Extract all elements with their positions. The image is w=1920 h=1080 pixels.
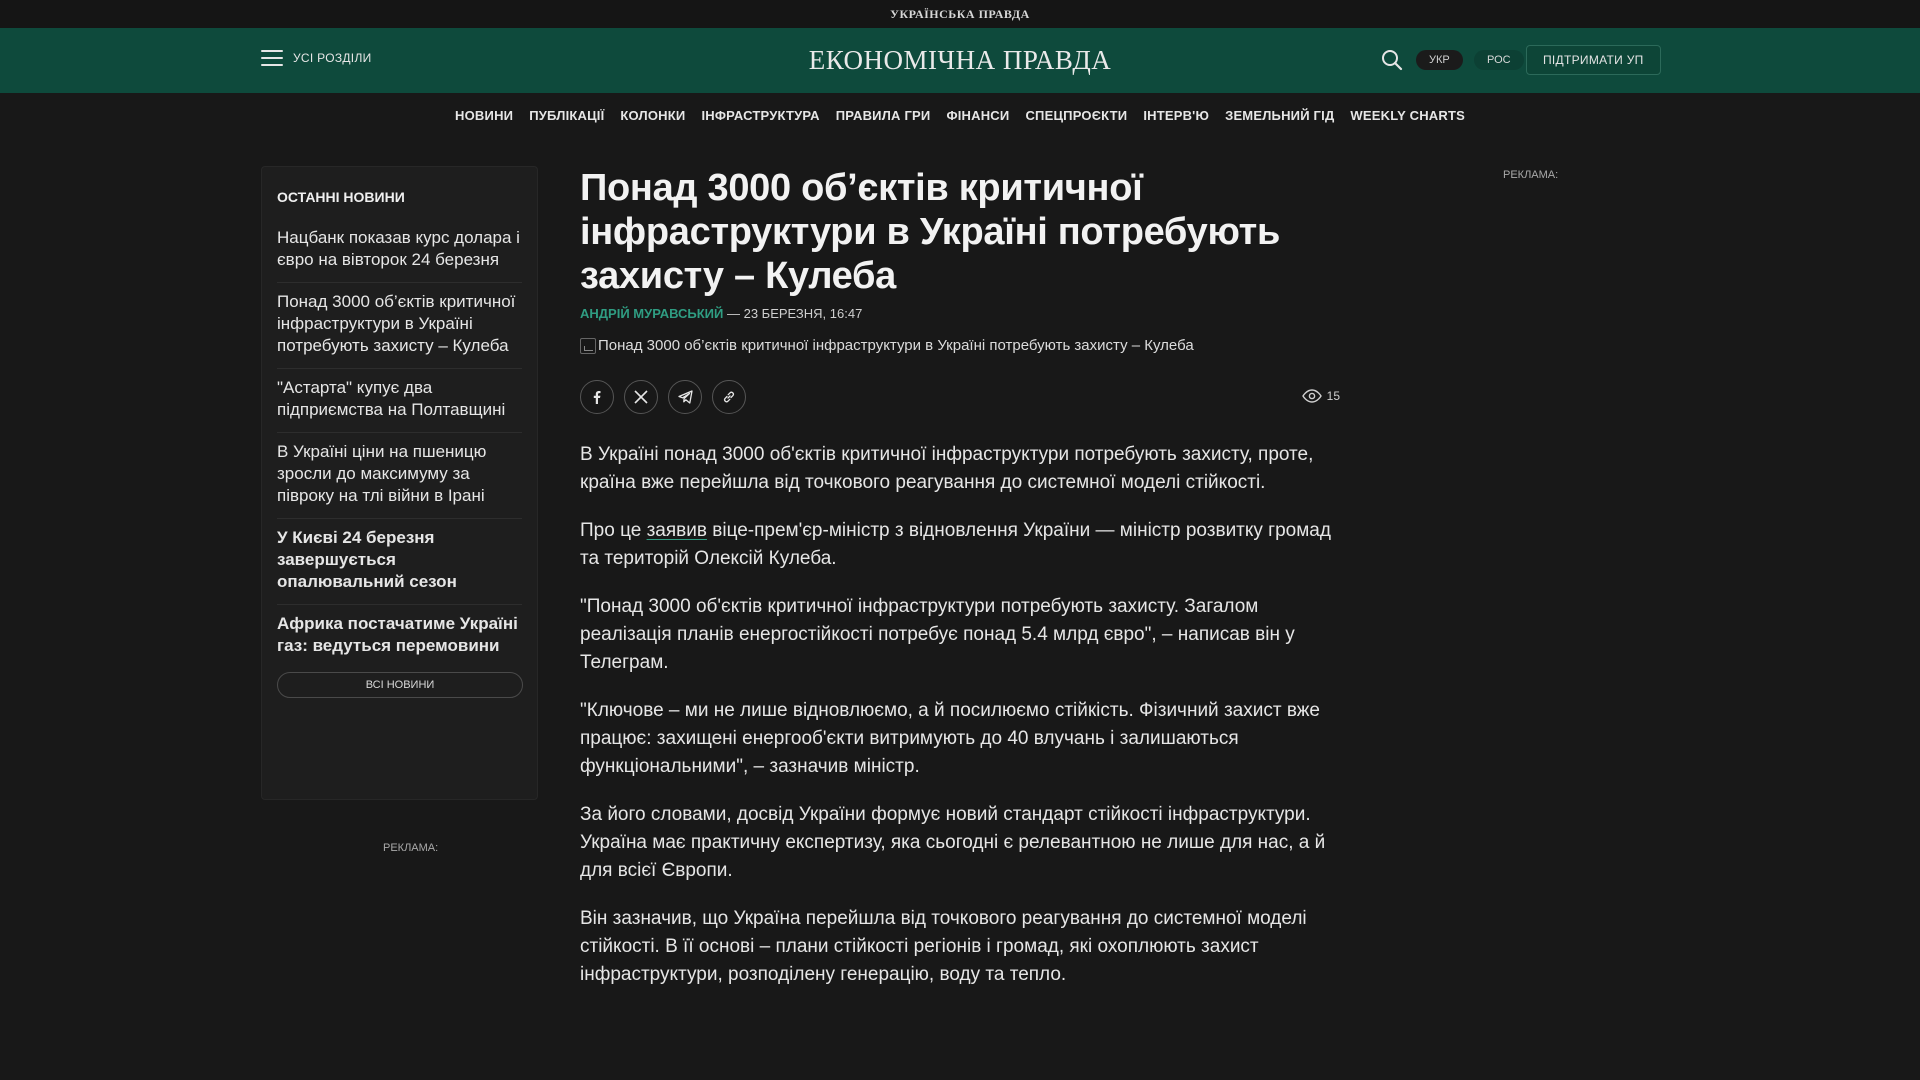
nav-publications[interactable]: ПУБЛІКАЦІЇ xyxy=(529,107,605,123)
view-count xyxy=(1302,389,1340,403)
lang-ukr-button[interactable]: УКР xyxy=(1416,50,1463,70)
hamburger-icon xyxy=(261,50,283,66)
nav-special-projects[interactable]: СПЕЦПРОЄКТИ xyxy=(1025,107,1128,123)
article-byline xyxy=(580,306,1340,321)
latest-news-heading: ОСТАННІ НОВИНИ xyxy=(277,189,405,205)
news-item[interactable]: "Астарта" купує два підприємства на Полтавщині xyxy=(277,369,522,433)
nav-weekly-charts[interactable]: WEEKLY CHARTS xyxy=(1350,107,1465,123)
eye-icon xyxy=(1302,389,1322,403)
share-row xyxy=(580,380,1340,414)
copy-link-icon[interactable] xyxy=(712,380,746,414)
main-nav xyxy=(0,93,1920,137)
facebook-share-icon[interactable] xyxy=(580,380,614,414)
latest-news-sidebar xyxy=(261,166,538,800)
news-item[interactable]: Африка постачатиме Україні газ: ведуться перемовини xyxy=(277,614,518,655)
article-title: Понад 3000 об’єктів критичної інфраструктури в Україні потребують захисту – Кулеба xyxy=(580,167,1281,297)
telegram-share-icon[interactable] xyxy=(668,380,702,414)
nav-finance[interactable]: ФІНАНСИ xyxy=(946,107,1010,123)
menu-label: УСІ РОЗДІЛИ xyxy=(293,51,372,65)
news-item[interactable]: Нацбанк показав курс долара і євро на вівторок 24 березня xyxy=(277,219,522,283)
top-brand-bar xyxy=(0,0,1920,28)
x-share-icon[interactable] xyxy=(624,380,658,414)
search-icon[interactable] xyxy=(1380,48,1404,72)
site-header xyxy=(0,28,1920,93)
author-link[interactable]: АНДРІЙ МУРАВСЬКИЙ xyxy=(580,306,724,321)
lang-ros-button[interactable]: РОС xyxy=(1474,50,1524,70)
hero-image xyxy=(580,337,1340,354)
all-news-button[interactable]: ВСІ НОВИНИ xyxy=(277,672,523,698)
site-logo[interactable]: ЕКОНОМІЧНА ПРАВДА xyxy=(808,45,1112,75)
up-brand-link[interactable]: УКРАЇНСЬКА ПРАВДА xyxy=(890,6,1030,21)
paragraph: "Понад 3000 об'єктів критичної інфраструктури потребують захисту. Загалом реалізація планів енергостійкості потребує понад 5.4 млрд євро", – написав він у Телеграм. xyxy=(580,596,1295,673)
paragraph: В Україні понад 3000 об'єктів критичної інфраструктури потребують захисту, проте, країна вже перейшла від точкового реагування до системної моделі стійкості. xyxy=(580,444,1314,493)
ad-label-left: РЕКЛАМА: xyxy=(383,842,439,854)
news-item[interactable]: Понад 3000 об’єктів критичної інфраструктури в Україні потребують захисту – Кулеба xyxy=(277,283,522,369)
paragraph: За його словами, досвід України формує новий стандарт стійкості інфраструктури. Україна має практичну експертизу, яка сьогодні є релевантною не лише для нас, а й для всієї Європи. xyxy=(580,804,1326,881)
source-link[interactable]: заявив xyxy=(646,520,707,541)
ad-label-right: РЕКЛАМА: xyxy=(1503,169,1559,181)
news-item[interactable]: У Києві 24 березня завершується опалювальний сезон xyxy=(277,519,522,605)
nav-news[interactable]: НОВИНИ xyxy=(455,107,514,123)
nav-infrastructure[interactable]: ІНФРАСТРУКТУРА xyxy=(701,107,820,123)
support-button[interactable]: ПІДТРИМАТИ УП xyxy=(1526,45,1661,75)
view-count-value: 15 xyxy=(1326,389,1340,403)
hero-image-alt: Понад 3000 об’єктів критичної інфраструктури в Україні потребують захисту – Кулеба xyxy=(598,337,1194,354)
nav-rules[interactable]: ПРАВИЛА ГРИ xyxy=(835,107,931,123)
news-item[interactable]: В Україні ціни на пшеницю зросли до максимуму за півроку на тлі війни в Ірані xyxy=(277,433,522,519)
publish-date: — 23 БЕРЕЗНЯ, 16:47 xyxy=(726,306,863,321)
paragraph: "Ключове – ми не лише відновлюємо, а й посилюємо стійкість. Фізичний захист вже працює: захищені енергооб'єкти витримують до 40 влучань і залишаються функціональними", – зазначив міністр. xyxy=(580,700,1320,777)
paragraph: Про це заявив віце-прем'єр-міністр з відновлення України — міністр розвитку громад та територій Олексій Кулеба. xyxy=(580,520,1331,569)
nav-interview[interactable]: ІНТЕРВ'Ю xyxy=(1143,107,1210,123)
nav-land-guide[interactable]: ЗЕМЕЛЬНИЙ ГІД xyxy=(1225,107,1335,123)
broken-image-icon xyxy=(580,338,596,354)
article-body xyxy=(580,441,1340,989)
article xyxy=(580,166,1340,1009)
all-sections-menu-button[interactable] xyxy=(261,50,372,66)
nav-columns[interactable]: КОЛОНКИ xyxy=(620,107,686,123)
paragraph: Він зазначив, що Україна перейшла від точкового реагування до системної моделі стійкості. В її основі – плани стійкості регіонів і громад, які охоплюють захист інфраструктури, розподілену генерацію, воду та тепло. xyxy=(580,908,1307,985)
